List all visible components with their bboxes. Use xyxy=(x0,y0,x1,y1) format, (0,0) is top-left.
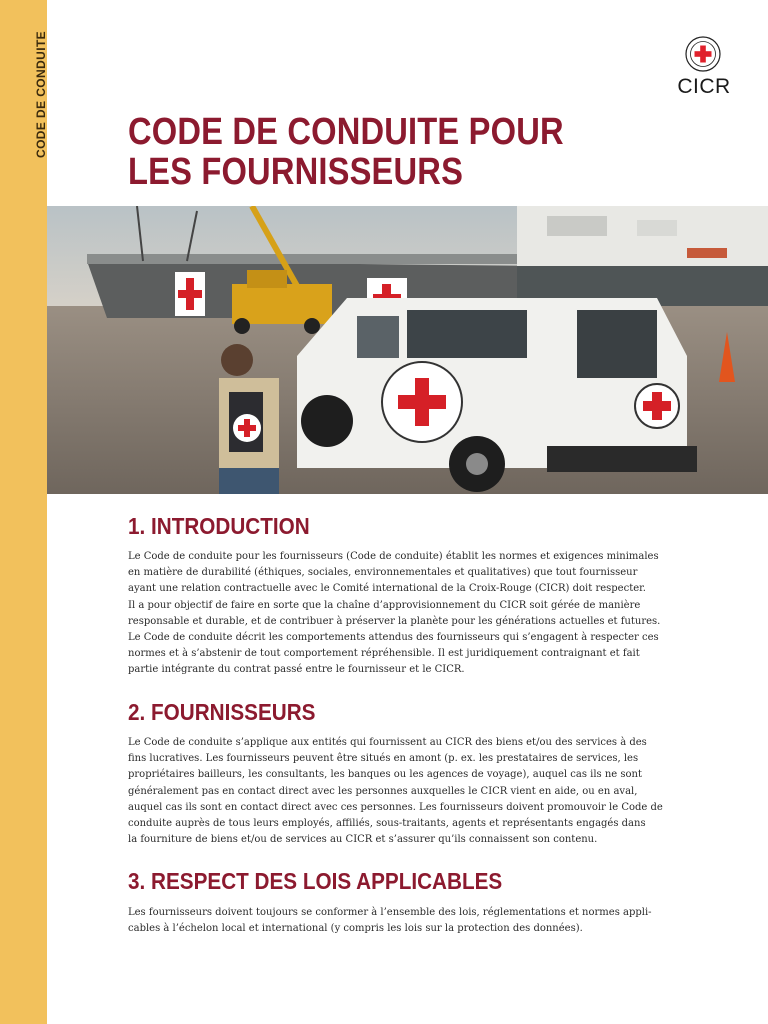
body-line: Les fournisseurs doivent toujours se conformer à l’ensemble des lois, réglementations et normes appli- xyxy=(128,907,652,918)
section-heading: 2. FOURNISSEURS xyxy=(128,699,316,725)
body-line: en matière de durabilité (éthiques, sociales, environnementales et qualitatives) que tout fournisseur xyxy=(128,567,638,579)
section-body xyxy=(128,735,663,848)
body-line: propriétaires bailleurs, les consultants, les banques ou les agences de voyage), auquel cas ils ne sont xyxy=(128,769,643,781)
side-label: CODE DE CONDUITE xyxy=(34,30,48,158)
body-line: généralement pas en contact direct avec les personnes auxquelles le CICR vient en aide, ou en aval, xyxy=(128,785,638,797)
body-line: responsable et durable, et de contribuer à préserver la planète pour les générations actuelles et futures. xyxy=(128,615,661,627)
title-line-2: LES FOURNISSEURS xyxy=(128,151,464,193)
body-line: Le Code de conduite s’applique aux entités qui fournissent au CICR des biens et/ou des services à des xyxy=(128,737,647,748)
section-body xyxy=(128,905,652,937)
body-line: cables à l’échelon local et international (y compris les lois sur la protection des données). xyxy=(128,923,583,935)
body-line: auquel cas ils sont en contact direct avec ces personnes. Les fournisseurs doivent promouvoir le Code de xyxy=(128,801,663,813)
section-respect-des-lois xyxy=(128,868,652,937)
body-line: la fourniture de biens et/ou de services au CICR et s’assurer qu’ils connaissent son contenu. xyxy=(128,834,598,846)
cicr-logo xyxy=(674,36,734,100)
body-line: partie intégrante du contrat passé entre le fournisseur et le CICR. xyxy=(128,664,465,676)
section-fournisseurs xyxy=(128,699,663,848)
body-line: ayant une relation contractuelle avec le Comité international de la Croix-Rouge (CICR) doit respecter. xyxy=(128,583,646,595)
photo-illustration xyxy=(47,206,768,494)
page-title xyxy=(128,112,610,192)
body-line: Le Code de conduite décrit les comportements attendus des fournisseurs qui s’engagent à respecter ces xyxy=(128,632,659,644)
body-line: normes et à s’abstenir de tout comportement répréhensible. Il est juridiquement contraignant et fait xyxy=(128,648,640,660)
section-heading: 1. INTRODUCTION xyxy=(128,513,310,539)
body-line: Le Code de conduite pour les fournisseurs (Code de conduite) établit les normes et exigences minimales xyxy=(128,551,659,562)
body-line: conduite auprès de tous leurs employés, affiliés, sous-traitants, agents et représentants engagés dans xyxy=(128,818,646,830)
section-body xyxy=(128,549,661,679)
section-introduction xyxy=(128,513,661,679)
port-vehicle-photo xyxy=(47,206,768,494)
section-heading: 3. RESPECT DES LOIS APPLICABLES xyxy=(128,868,503,894)
title-line-1: CODE DE CONDUITE POUR xyxy=(128,111,564,153)
body-line: Il a pour objectif de faire en sorte que la chaîne d’approvisionnement du CICR soit gérée de manière xyxy=(128,599,641,611)
red-cross-emblem-icon xyxy=(685,36,721,72)
logo-text: CICR xyxy=(677,75,731,98)
body-line: fins lucratives. Les fournisseurs peuvent être situés en amont (p. ex. les prestataires de services, les xyxy=(128,753,639,765)
side-band xyxy=(0,0,47,1024)
